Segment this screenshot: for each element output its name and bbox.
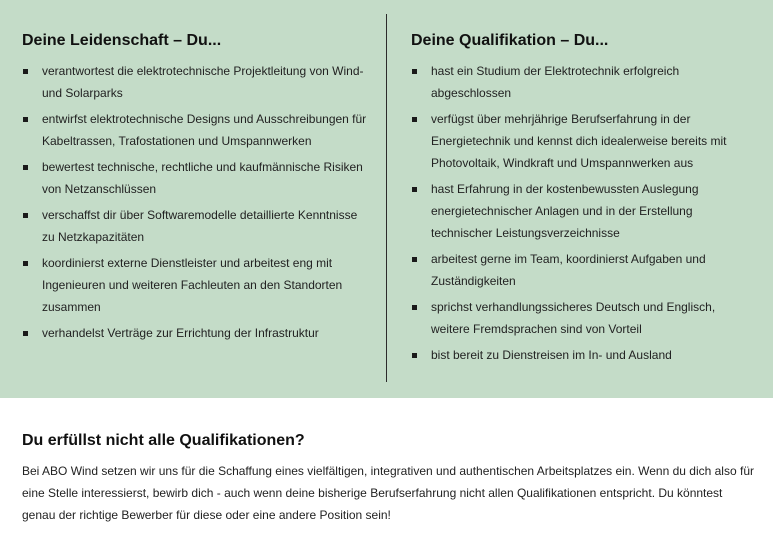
list-item — [411, 296, 756, 340]
qualification-column — [411, 30, 756, 370]
list-item-text: bist bereit zu Dienstreisen im In- und Ausland — [431, 348, 672, 362]
list-item-text: verantwortest die elektrotechnische Projektleitung von Wind- und Solarparks — [42, 64, 364, 100]
diversity-paragraph: Bei ABO Wind setzen wir uns für die Schaffung eines vielfältigen, integrativen und authentischen Arbeitsplatzes ein. Wenn du dich also für eine Stelle interessierst, bewirb dich - auch wenn deine bisherige Berufserfahrung nicht allen Qualifikationen entspricht. Du könntest genau der richtige Bewerber für diese oder eine andere Position sein! — [22, 464, 754, 522]
square-bullet-icon — [412, 257, 417, 262]
column-divider — [386, 14, 387, 382]
list-item — [22, 156, 367, 200]
list-item — [22, 252, 367, 318]
qualification-heading: Deine Qualifikation – Du... — [411, 32, 609, 49]
list-item — [411, 108, 756, 174]
square-bullet-icon — [412, 305, 417, 310]
list-item-text: arbeitest gerne im Team, koordinierst Aufgaben und Zuständigkeiten — [431, 252, 706, 288]
not-all-qualifications-heading: Du erfüllst nicht alle Qualifikationen? — [22, 432, 305, 449]
square-bullet-icon — [412, 187, 417, 192]
qualification-list — [411, 60, 756, 366]
square-bullet-icon — [23, 69, 28, 74]
square-bullet-icon — [412, 117, 417, 122]
square-bullet-icon — [23, 213, 28, 218]
list-item-text: entwirfst elektrotechnische Designs und Ausschreibungen für Kabeltrassen, Trafostationen und Umspannwerken — [42, 112, 367, 148]
square-bullet-icon — [23, 261, 28, 266]
list-item — [22, 60, 367, 104]
list-item — [22, 322, 367, 344]
list-item-text: sprichst verhandlungssicheres Deutsch und Englisch, weitere Fremdsprachen sind von Vorteil — [431, 300, 716, 336]
list-item-text: verhandelst Verträge zur Errichtung der Infrastruktur — [42, 326, 319, 340]
list-item — [22, 108, 367, 152]
list-item — [22, 204, 367, 248]
passion-heading: Deine Leidenschaft – Du... — [22, 32, 222, 49]
square-bullet-icon — [23, 331, 28, 336]
list-item-text: hast Erfahrung in der kostenbewussten Auslegung energietechnischer Anlagen und in der Erstellung technischer Leistungsverzeichnisse — [431, 182, 699, 240]
list-item-text: koordinierst externe Dienstleister und arbeitest eng mit Ingenieuren und weiteren Fachleuten an den Standorten zusammen — [42, 256, 343, 314]
list-item — [411, 248, 756, 292]
square-bullet-icon — [23, 117, 28, 122]
list-item-text: verschaffst dir über Softwaremodelle detaillierte Kenntnisse zu Netzkapazitäten — [42, 208, 358, 244]
list-item-text: hast ein Studium der Elektrotechnik erfolgreich abgeschlossen — [431, 64, 680, 100]
list-item — [411, 178, 756, 244]
square-bullet-icon — [412, 69, 417, 74]
list-item-text: verfügst über mehrjährige Berufserfahrung in der Energietechnik und kennst dich idealerweise bereits mit Photovoltaik, Windkraft und Umspannwerken aus — [431, 112, 727, 170]
list-item — [411, 60, 756, 104]
square-bullet-icon — [412, 353, 417, 358]
list-item — [411, 344, 756, 366]
list-item-text: bewertest technische, rechtliche und kaufmännische Risiken von Netzanschlüssen — [42, 160, 363, 196]
passion-column — [22, 30, 367, 348]
square-bullet-icon — [23, 165, 28, 170]
passion-list — [22, 60, 367, 344]
not-all-qualifications-section — [22, 430, 757, 526]
